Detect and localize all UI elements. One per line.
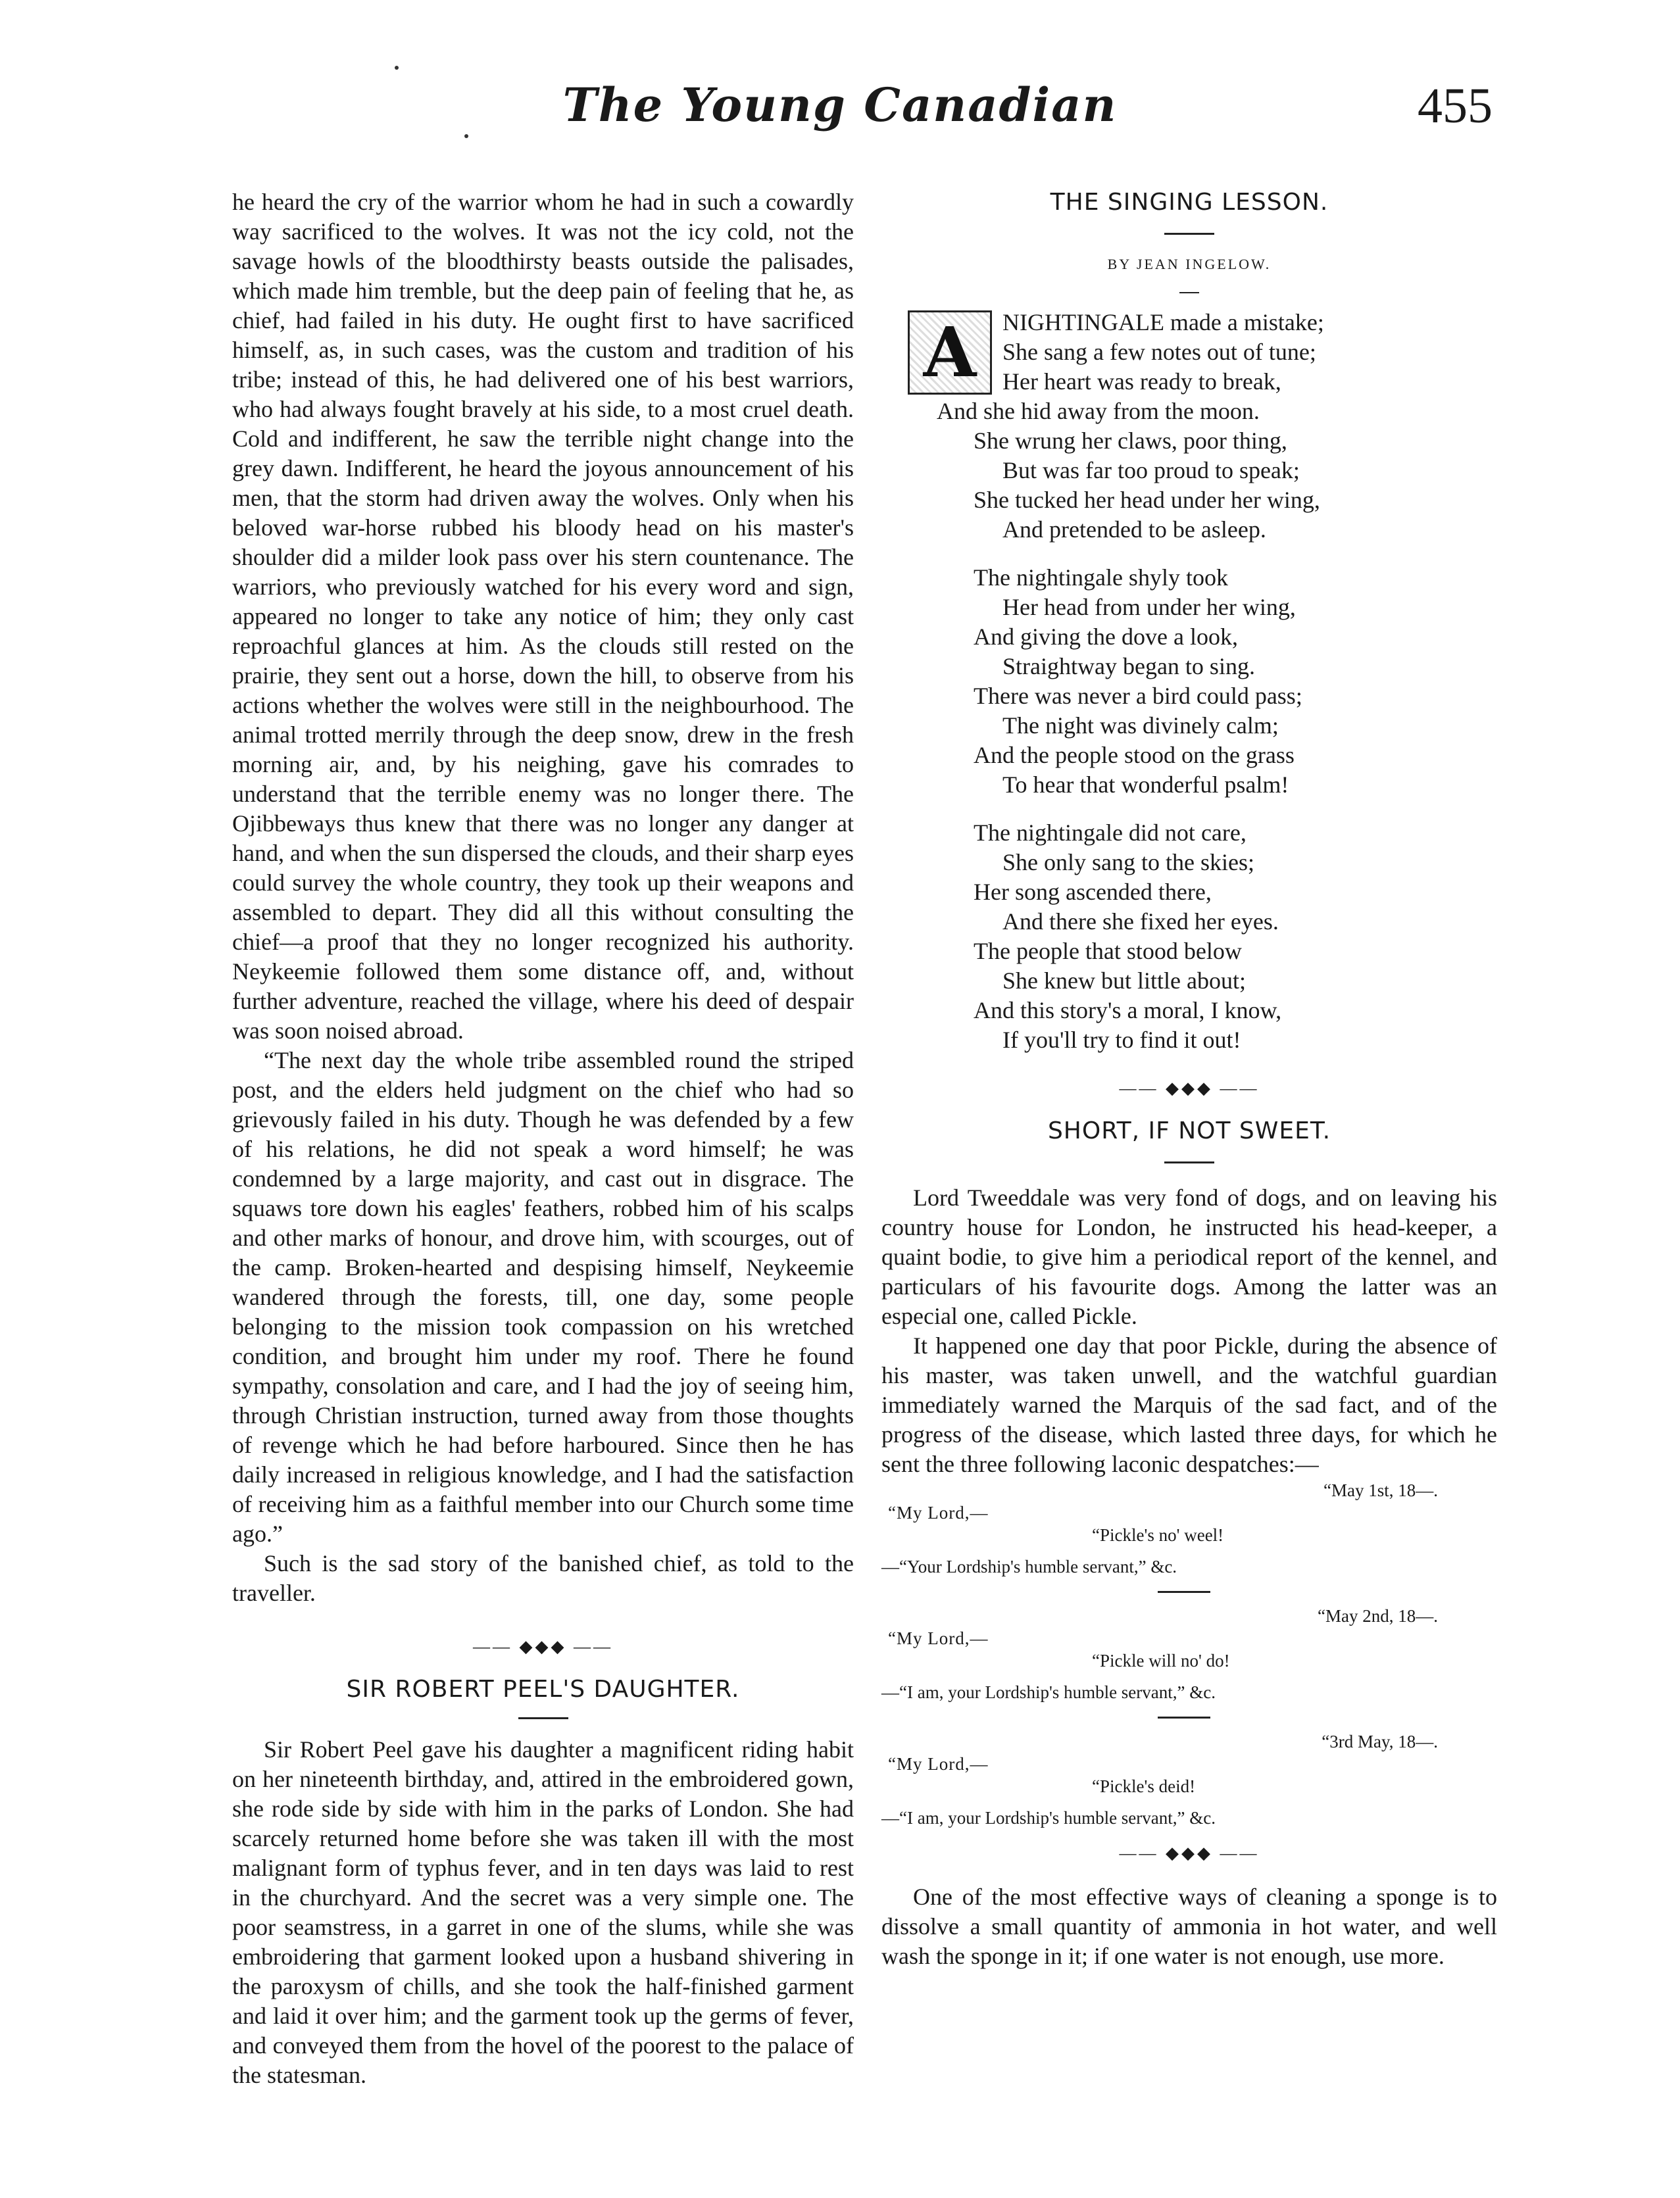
despatch — [881, 1479, 1497, 1578]
despatch-date: “3rd May, 18—. — [1322, 1732, 1438, 1751]
poem-line: NIGHTINGALE made a mistake; — [1002, 309, 1324, 335]
title-underline — [1164, 233, 1214, 235]
right-column — [881, 187, 1497, 1971]
poem-stanza — [974, 818, 1497, 1055]
drop-cap-letter: A — [923, 312, 977, 393]
poem-line: She sang a few notes out of tune; — [1002, 339, 1316, 365]
despatch-salutation: “My Lord,— — [888, 1754, 989, 1774]
poem-line: The nightingale did not care, — [974, 819, 1247, 846]
title-underline — [518, 1717, 568, 1719]
page-number: 455 — [1418, 78, 1493, 134]
despatch-date: “May 1st, 18—. — [1323, 1480, 1438, 1500]
print-speck — [464, 134, 468, 138]
despatch-salutation: “My Lord,— — [888, 1628, 989, 1648]
despatch-separator — [1158, 1591, 1210, 1593]
story-paragraph: Such is the sad story of the banished chief, as told to the traveller. — [232, 1550, 854, 1606]
article-paragraph-short: Lord Tweeddale was very fond of dogs, and on leaving his country house for London, he instructed his head-keeper, a quaint bodie, to give him a periodical report of the kennel, and particulars of his favourite dogs. Among the latter was an especial one, called Pickle. — [881, 1184, 1497, 1329]
section-divider-ornament: —— ◆◆◆ —— — [473, 1637, 613, 1656]
poem-line: But was far too proud to speak; — [1002, 457, 1300, 483]
poem-byline: BY JEAN INGELOW. — [1107, 256, 1272, 272]
despatch — [881, 1730, 1497, 1829]
despatch-date: “May 2nd, 18—. — [1318, 1606, 1438, 1626]
poem-line: The nightingale shyly took — [974, 564, 1228, 591]
poem-line: Her song ascended there, — [974, 879, 1212, 905]
despatch-signoff: —“Your Lordship's humble servant,” &c. — [881, 1557, 1177, 1576]
article-paragraph-peel: Sir Robert Peel gave his daughter a magnificent riding habit on her nineteenth birthday, and, attired in the embroidered gown, she rode side by side with him in the parks of London. She had scarcely returned home before she was taken ill with the most malignant form of typhus fever, and in ten days was laid to rest in the churchyard. And the secret was a very simple one. The poor seamstress, in a garret in one of the slums, while she was embroidering that garment looked upon a husband shivering in the paroxysm of chills, and she took the half-finished garment and laid it over him; and the garment took up the germs of fever, and conveyed them from the hovel of the poorest to the palace of the statesman. — [232, 1736, 854, 2088]
poem-line: And the people stood on the grass — [974, 742, 1295, 768]
drop-cap-block — [908, 308, 1497, 426]
despatch-message: “Pickle will no' do! — [1092, 1651, 1230, 1671]
poem-line: Straightway began to sing. — [1002, 653, 1255, 679]
poem-stanza — [974, 563, 1497, 800]
despatch-message: “Pickle's no' weel! — [1092, 1525, 1224, 1545]
poem-title: THE SINGING LESSON. — [1050, 189, 1329, 216]
title-underline — [1164, 1161, 1214, 1163]
poem-line: There was never a bird could pass; — [974, 683, 1302, 709]
poem-line: The people that stood below — [974, 938, 1242, 964]
story-paragraph: “The next day the whole tribe assembled round the striped post, and the elders held judgment on the chief who had so grievously failed in his duty. Though he was defended by a few of his relations, he did not speak a word himself; he was condemned by a large majority, and cast out in disgrace. The squaws tore down his eagles' feathers, robbed him of his scalps and other marks of honour, and drove him, with scourges, out of the camp. Broken-hearted and despising himself, Neykeemie wandered through the forests, till, one day, some people belonging to the mission took compassion on his wretched condition, and brought him under my roof. There he found sympathy, consolation and care, and I had the joy of seeing him, through Christian instruction, turned away from those thoughts of revenge which he had before harboured. Since then he has daily increased in religious knowledge, and I had the satisfaction of receiving him as a faithful member into our Church some time ago.” — [232, 1047, 854, 1547]
section-divider-ornament: —— ◆◆◆ —— — [1119, 1844, 1260, 1863]
despatch-salutation: “My Lord,— — [888, 1503, 989, 1523]
despatch-signoff: —“I am, your Lordship's humble servant,” &c. — [881, 1808, 1216, 1828]
poem-stanza — [908, 308, 1497, 545]
despatch-signoff: —“I am, your Lordship's humble servant,” &c. — [881, 1682, 1216, 1702]
poem-line: And giving the dove a look, — [974, 623, 1238, 650]
article-title-peel: SIR ROBERT PEEL'S DAUGHTER. — [346, 1676, 740, 1703]
poem-line: Her head from under her wing, — [1002, 594, 1296, 620]
poem-line: And there she fixed her eyes. — [1002, 908, 1279, 935]
section-divider-ornament: —— ◆◆◆ —— — [1119, 1079, 1260, 1098]
drop-cap-illustration — [908, 310, 992, 395]
despatches — [881, 1479, 1497, 1829]
sponge-tip-paragraph: One of the most effective ways of cleaning a sponge is to dissolve a small quantity of ammonia in hot water, and well wash the sponge in it; if one water is not enough, use more. — [881, 1884, 1497, 1969]
despatch — [881, 1605, 1497, 1703]
page-header — [0, 0, 1680, 158]
story-paragraph: he heard the cry of the warrior whom he had in such a cowardly way sacrificed to the wolves. It was not the icy cold, not the savage howls of the bloodthirsty beasts outside the palisades, which made him tremble, but the deep pain of feeling that he, as chief, had failed in his duty. He ought first to have sacrificed himself, as, in such cases, was the custom and tradition of his tribe; instead of this, he had delivered one of his best warriors, who had always fought bravely at his side, to a most cruel death. Cold and indifferent, he saw the terrible night change into the grey dawn. Indifferent, he heard the joyous announcement of his men, that the storm had driven away the wolves. Only when his beloved war-horse rubbed his bloody head on his master's shoulder did a milder look pass over his stern countenance. The warriors, who previously watched for his every word and sign, appeared no longer to take any notice of him; they only cast reproachful glances at him. As the clouds still rested on the prairie, they sent out a horse, down the hill, to observe from his actions whether the wolves were still in the neighbourhood. The animal trotted merrily through the deep snow, drew in the fresh morning air, and, by his neighing, gave his comrades to understand that the terrible enemy was no longer there. The Ojibbeways thus knew that there was no longer any danger at hand, and when the sun dispersed the clouds, and their sharp eyes could survey the whole country, they took up their weapons and assembled to depart. They did all this without consulting the chief—a proof that they no longer recognized his authority. Neykeemie followed them some distance off, and, without further adventure, reached the village, where his deed of despair was soon noised abroad. — [232, 189, 854, 1044]
print-speck — [395, 66, 399, 70]
poem-body — [908, 308, 1497, 1055]
poem-line: She only sang to the skies; — [1002, 849, 1254, 875]
despatch-message: “Pickle's deid! — [1092, 1776, 1196, 1796]
poem-line: To hear that wonderful psalm! — [1002, 771, 1289, 798]
despatch-separator — [1158, 1717, 1210, 1719]
byline-underline — [1179, 292, 1199, 293]
poem-line: And this story's a moral, I know, — [974, 997, 1282, 1023]
masthead-title: The Young Canadian — [562, 78, 1118, 132]
article-paragraph-short: It happened one day that poor Pickle, during the absence of his master, was taken unwell, and the watchful guardian immediately warned the Marquis of the sad fact, and of the progress of the disease, which lasted three days, for which he sent the three following laconic despatches:— — [881, 1332, 1497, 1477]
poem-line: She tucked her head under her wing, — [974, 487, 1320, 513]
poem-line: The night was divinely calm; — [1002, 712, 1279, 739]
poem-line: If you'll try to find it out! — [1002, 1027, 1241, 1053]
poem-line: And she hid away from the moon. — [937, 398, 1260, 424]
poem-line: Her heart was ready to break, — [1002, 368, 1281, 395]
poem-line: She knew but little about; — [1002, 967, 1246, 994]
poem-line: And pretended to be asleep. — [1002, 516, 1266, 543]
poem-line: She wrung her claws, poor thing, — [974, 427, 1287, 454]
left-column — [232, 187, 854, 2090]
article-title-short: SHORT, IF NOT SWEET. — [1047, 1117, 1331, 1144]
